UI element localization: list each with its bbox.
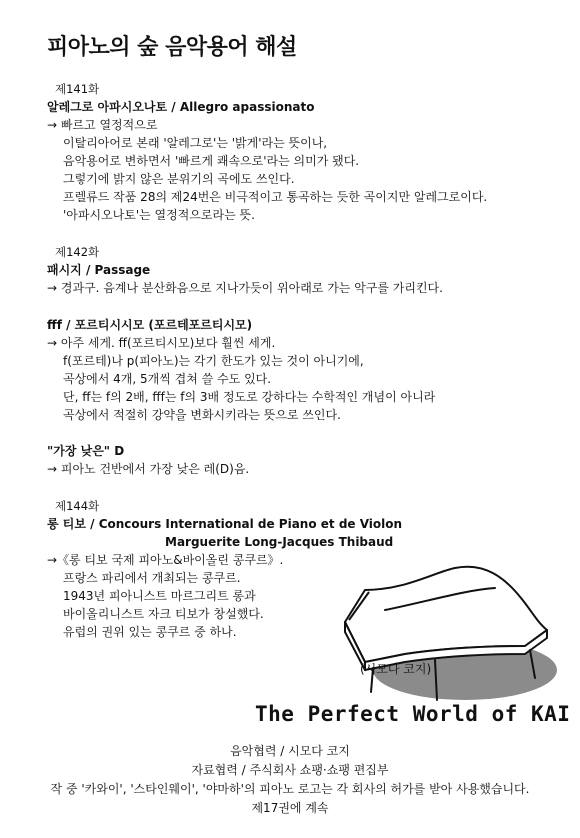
- definition-line: 이탈리아어로 본래 '알레그로'는 '밝게'라는 뜻이나,: [63, 136, 328, 150]
- term-heading: "가장 낮은" D: [47, 444, 125, 458]
- chapter-label: 제144화: [55, 499, 100, 513]
- series-logo: The Perfect World of KAI: [255, 702, 571, 726]
- term-heading: 롱 티보 / Concours International de Piano et de Violon: [47, 517, 403, 531]
- definition-line: 유럽의 권위 있는 콩쿠르 중 하나.: [63, 625, 237, 639]
- definition-line: 곡상에서 4개, 5개씩 겹쳐 쓸 수도 있다.: [63, 372, 272, 386]
- definition-line: f(포르테)나 p(피아노)는 각기 한도가 있는 것이 아니기에,: [63, 354, 364, 368]
- term-heading: fff / 포르티시시모 (포르테포르티시모): [47, 318, 253, 332]
- term-heading-continued: Marguerite Long-Jacques Thibaud: [165, 535, 394, 549]
- definition-line: 1943년 피아니스트 마르그리트 롱과: [63, 589, 256, 603]
- footer: [0, 742, 580, 818]
- chapter-label: 제142화: [55, 245, 100, 259]
- definition-line: 그렇기에 밝지 않은 분위기의 곡에도 쓰인다.: [63, 172, 295, 186]
- definition-line: 프랑스 파리에서 개최되는 콩쿠르.: [63, 571, 241, 585]
- section-lowest-d: [47, 442, 249, 478]
- definition-line: 프렐류드 작품 28의 제24번은 비극적이고 통곡하는 듯한 곡이지만 알레그로이다.: [63, 190, 488, 204]
- definition-line: 곡상에서 적절히 강약을 변화시키라는 뜻으로 쓰인다.: [63, 408, 341, 422]
- footer-line: 작 중 '카와이', '스타인웨이', '야마하'의 피아노 로고는 각 회사의 허가를 받아 사용했습니다.: [50, 782, 530, 796]
- term-heading: 알레그로 아파시오나토 / Allegro apassionato: [47, 100, 315, 114]
- definition-line: → 경과구. 음계나 분산화음으로 지나가듯이 위아래로 가는 악구를 가리킨다.: [47, 281, 443, 295]
- page-title: 피아노의 숲 음악용어 해설: [47, 35, 297, 60]
- definition-line: → 피아노 건반에서 가장 낮은 레(D)음.: [47, 462, 250, 476]
- credit-author: (시모다 코지): [360, 662, 432, 676]
- definition-line: 단, ff는 f의 2배, fff는 f의 3배 정도로 강하다는 수학적인 개념이 아니라: [63, 390, 436, 404]
- definition-line: 음악용어로 변하면서 '빠르게 쾌속으로'라는 의미가 됐다.: [63, 154, 360, 168]
- definition-line: 바이올리니스트 자크 티보가 창설했다.: [63, 607, 264, 621]
- chapter-label: 제141화: [55, 82, 100, 96]
- section-141: [47, 80, 487, 224]
- definition-line: →《롱 티보 국제 피아노&바이올린 콩쿠르》.: [47, 553, 284, 567]
- definition-line: → 빠르고 열정적으로: [47, 118, 158, 132]
- section-142: [47, 243, 443, 297]
- footer-line: 제17권에 계속: [251, 801, 329, 815]
- footer-line: 음악협력 / 시모다 코지: [230, 744, 350, 758]
- term-heading: 패시지 / Passage: [47, 263, 151, 277]
- section-fff: [47, 316, 435, 424]
- footer-line: 자료협력 / 주식회사 쇼팽·쇼팽 편집부: [191, 763, 389, 777]
- definition-line: '아파시오나토'는 열정적으로라는 뜻.: [63, 208, 255, 222]
- grand-piano-illustration: [325, 550, 565, 710]
- definition-line: → 아주 세게. ff(포르티시모)보다 훨씬 세게.: [47, 336, 276, 350]
